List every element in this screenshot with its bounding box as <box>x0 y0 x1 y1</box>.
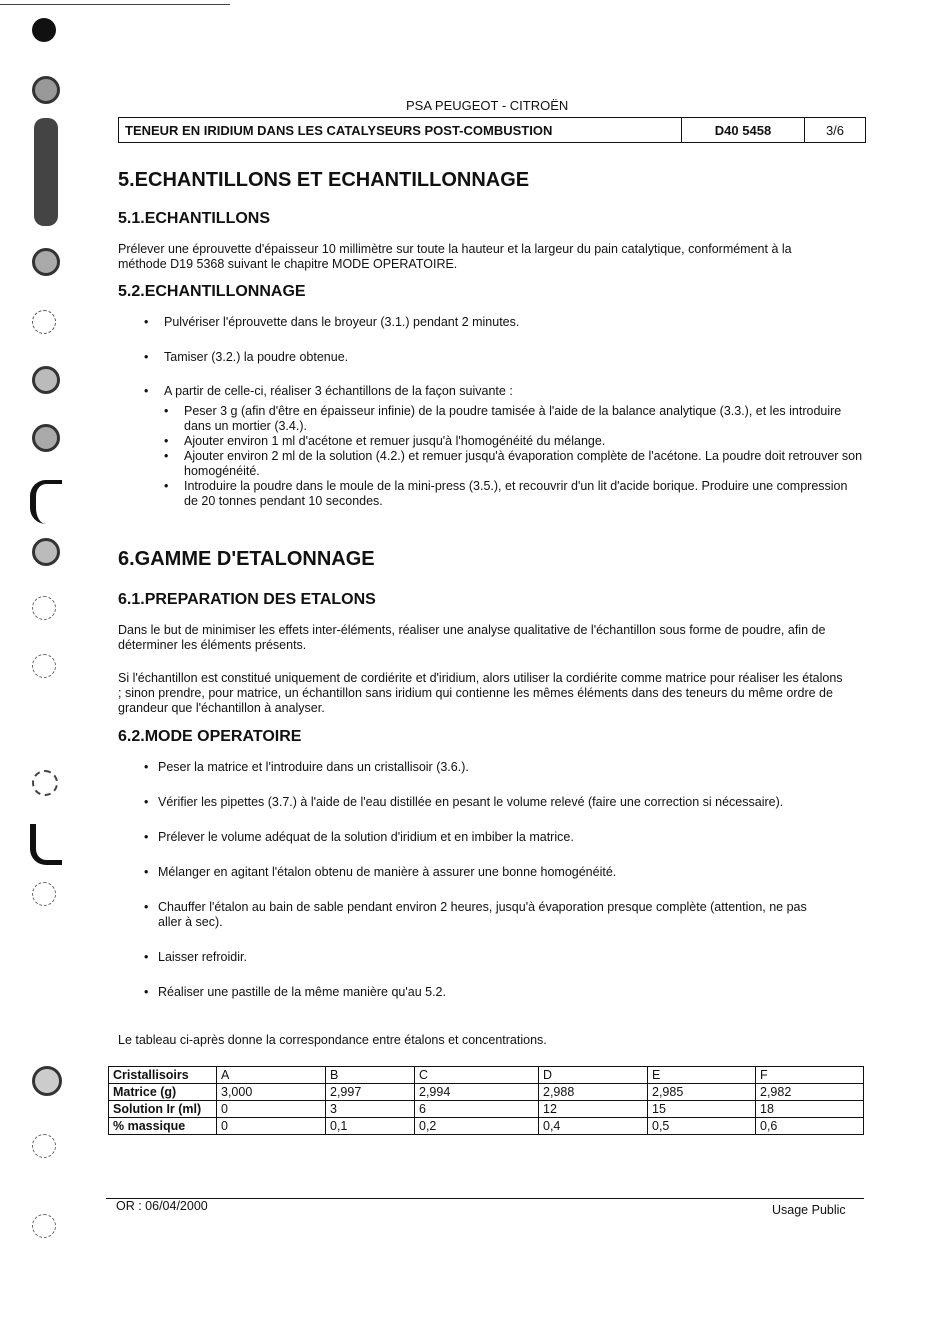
list-item: • Peser la matrice et l'introduire dans un cristallisoir (3.6.). <box>118 760 808 775</box>
punch-hole <box>32 366 60 394</box>
page-number: 3/6 <box>825 122 845 138</box>
punch-hole <box>32 770 58 796</box>
list-item: • Ajouter environ 1 ml d'acétone et remuer jusqu'à l'homogénéité du mélange. <box>118 434 863 449</box>
list-item: • Prélever le volume adéquat de la solution d'iridium et en imbiber la matrice. <box>118 830 808 845</box>
list-item: • Réaliser une pastille de la même manière qu'au 5.2. <box>118 985 808 1000</box>
operating-steps <box>118 760 808 1020</box>
punch-hole <box>32 882 56 906</box>
punch-hole <box>32 76 60 104</box>
document-header <box>118 117 866 143</box>
table-cell: 15 <box>648 1101 756 1118</box>
table-row-header: Solution Ir (ml) <box>109 1101 217 1118</box>
table-cell: D <box>539 1067 648 1084</box>
punch-hole <box>32 18 56 42</box>
sampling-steps <box>118 315 858 399</box>
table-cell: A <box>217 1067 326 1084</box>
footer-classification: Usage Public <box>772 1203 846 1217</box>
punch-holes-margin <box>28 0 68 1334</box>
punch-hole <box>32 424 60 452</box>
table-row-header: Matrice (g) <box>109 1084 217 1101</box>
table-cell: 0,5 <box>648 1118 756 1135</box>
table-cell: 3,000 <box>217 1084 326 1101</box>
punch-hole <box>32 310 56 334</box>
table-cell: 0,6 <box>756 1118 864 1135</box>
calibration-table <box>108 1066 864 1135</box>
list-item: • Mélanger en agitant l'étalon obtenu de manière à assurer une bonne homogénéité. <box>118 865 808 880</box>
table-cell: 0 <box>217 1101 326 1118</box>
section-6-title: 6.GAMME D'ETALONNAGE <box>118 548 375 570</box>
table-cell: 0,1 <box>326 1118 415 1135</box>
table-cell: 3 <box>326 1101 415 1118</box>
table-row <box>109 1084 864 1101</box>
section-5-title: 5.ECHANTILLONS ET ECHANTILLONNAGE <box>118 169 530 191</box>
footer-date: OR : 06/04/2000 <box>116 1199 208 1213</box>
punch-hole <box>32 1066 62 1096</box>
table-cell: 2,985 <box>648 1084 756 1101</box>
company-name: PSA PEUGEOT - CITROËN <box>406 98 569 113</box>
punch-hole <box>32 654 56 678</box>
section-6-1-title: 6.1.PREPARATION DES ETALONS <box>118 591 376 608</box>
document-title: TENEUR EN IRIDIUM DANS LES CATALYSEURS POST-COMBUSTION <box>119 118 682 142</box>
table-cell: 2,982 <box>756 1084 864 1101</box>
table-cell: 6 <box>415 1101 539 1118</box>
section-5-2-title: 5.2.ECHANTILLONNAGE <box>118 283 306 300</box>
table-intro: Le tableau ci-après donne la correspondance entre étalons et concentrations. <box>118 1033 547 1047</box>
binding-mark <box>34 118 58 226</box>
sampling-substeps <box>118 404 863 509</box>
table-cell: B <box>326 1067 415 1084</box>
table-cell: F <box>756 1067 864 1084</box>
table-cell: E <box>648 1067 756 1084</box>
table-cell: 12 <box>539 1101 648 1118</box>
punch-hole <box>32 596 56 620</box>
table-row-header: % massique <box>109 1118 217 1135</box>
punch-hole <box>32 1214 56 1238</box>
binding-mark <box>30 480 62 524</box>
section-5-1-text: Prélever une éprouvette d'épaisseur 10 millimètre sur toute la hauteur et la largeur du pain catalytique, conformément à la méthode D19 5368 suivant le chapitre MODE OPERATOIRE. <box>118 242 792 271</box>
list-item: • Chauffer l'étalon au bain de sable pendant environ 2 heures, jusqu'à évaporation presque complète (attention, ne pas aller à sec). <box>118 900 808 930</box>
list-item: • Peser 3 g (afin d'être en épaisseur infinie) de la poudre tamisée à l'aide de la balance analytique (3.3.), et les introduire dans un mortier (3.4.). <box>118 404 863 434</box>
list-item: • Tamiser (3.2.) la poudre obtenue. <box>118 350 858 365</box>
document-reference: D40 5458 <box>682 118 805 142</box>
list-item: • Introduire la poudre dans le moule de la mini-press (3.5.), et recouvrir d'un lit d'acide borique. Produire une compression de 20 tonnes pendant 10 secondes. <box>118 479 863 509</box>
table-cell: 0,2 <box>415 1118 539 1135</box>
list-item: • Ajouter environ 2 ml de la solution (4.2.) et remuer jusqu'à évaporation complète de l'acétone. La poudre doit retrouver son homogénéité. <box>118 449 863 479</box>
section-6-1-paragraph: Si l'échantillon est constitué uniquement de cordiérite et d'iridium, alors utiliser la cordiérite comme matrice pour réaliser les étalons ; sinon prendre, pour matrice, un échantillon sans iridium qui contienne les mêmes éléments dans des teneurs du même ordre de grandeur que l'échantillon à analyser. <box>118 671 843 715</box>
list-item: • Laisser refroidir. <box>118 950 808 965</box>
table-cell: C <box>415 1067 539 1084</box>
list-item: • Vérifier les pipettes (3.7.) à l'aide de l'eau distillée en pesant le volume relevé (faire une correction si nécessaire). <box>118 795 808 810</box>
punch-hole <box>32 538 60 566</box>
table-cell: 2,994 <box>415 1084 539 1101</box>
table-row-header: Cristallisoirs <box>109 1067 217 1084</box>
table-row <box>109 1101 864 1118</box>
table-row <box>109 1067 864 1084</box>
section-6-2-title: 6.2.MODE OPERATOIRE <box>118 728 302 745</box>
footer-rule <box>106 1198 864 1199</box>
punch-hole <box>32 1134 56 1158</box>
list-item: • Pulvériser l'éprouvette dans le broyeur (3.1.) pendant 2 minutes. <box>118 315 858 330</box>
table-cell: 2,997 <box>326 1084 415 1101</box>
table-cell: 2,988 <box>539 1084 648 1101</box>
table-row <box>109 1118 864 1135</box>
section-5-1-title: 5.1.ECHANTILLONS <box>118 210 271 227</box>
punch-hole <box>32 248 60 276</box>
binding-mark <box>30 824 62 865</box>
table-cell: 18 <box>756 1101 864 1118</box>
table-cell: 0 <box>217 1118 326 1135</box>
table-cell: 0,4 <box>539 1118 648 1135</box>
section-6-1-paragraph: Dans le but de minimiser les effets inter-éléments, réaliser une analyse qualitative de l'échantillon sous forme de poudre, afin de déterminer les éléments présents. <box>118 623 826 652</box>
list-item: • A partir de celle-ci, réaliser 3 échantillons de la façon suivante : <box>118 384 858 399</box>
